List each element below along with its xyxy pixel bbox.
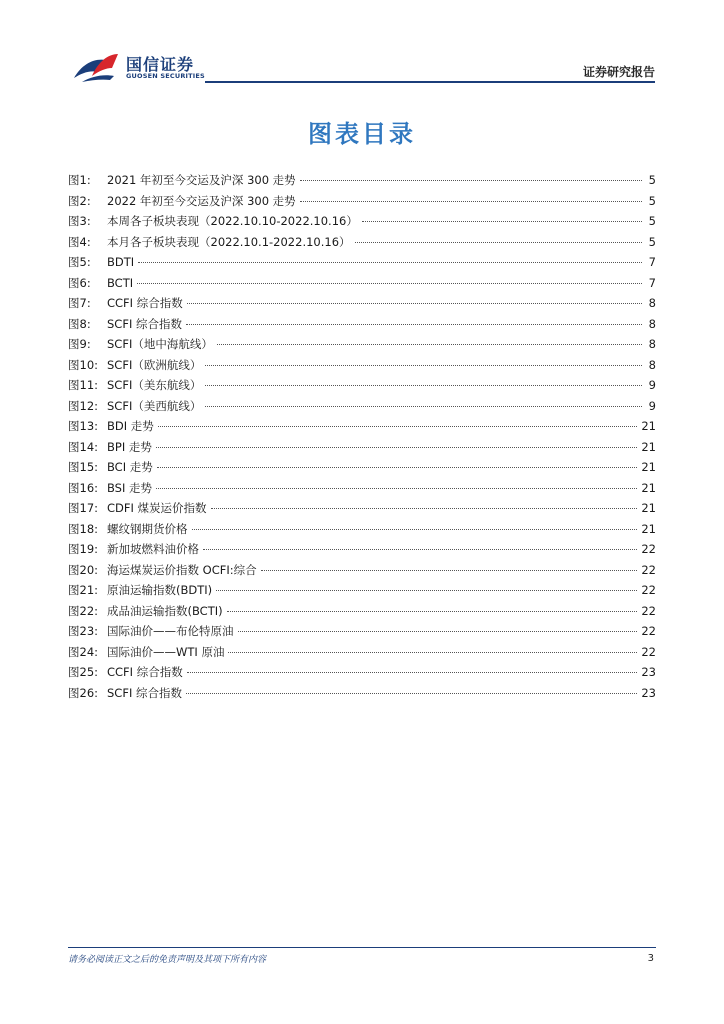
toc-entry-label: 图1: <box>68 173 91 187</box>
toc-entry-title[interactable]: 本月各子板块表现（2022.10.1-2022.10.16） <box>107 234 351 249</box>
toc-leader-dots <box>300 180 642 181</box>
toc-leader-dots <box>186 324 642 325</box>
toc-entry-page: 8 <box>648 316 656 331</box>
toc-entry-page: 5 <box>648 214 656 228</box>
toc-entry-label: 图19: <box>68 542 99 556</box>
toc-entry-title[interactable]: 国际油价——布伦特原油 <box>107 624 234 638</box>
toc-entry-page: 8 <box>648 357 656 372</box>
toc-entry-title[interactable]: 本周各子板块表现（2022.10.10-2022.10.16） <box>107 214 358 228</box>
page-number: 3 <box>647 953 654 964</box>
toc-entry[interactable] <box>68 170 656 191</box>
toc-entry-page: 22 <box>641 603 656 618</box>
toc-entry[interactable] <box>68 314 656 335</box>
toc-entry-title[interactable]: SCFI 综合指数 <box>107 316 182 331</box>
toc-leader-dots <box>158 426 638 427</box>
toc-entry[interactable] <box>68 478 656 499</box>
toc-entry-page: 22 <box>641 583 656 597</box>
toc-entry-page: 9 <box>648 398 656 413</box>
toc-entry[interactable] <box>68 396 656 417</box>
toc-entry-page: 5 <box>648 173 656 187</box>
toc-entry-label: 图20: <box>68 562 99 577</box>
company-name-en: GUOSEN SECURITIES <box>126 72 205 80</box>
toc-entry-label: 图22: <box>68 603 99 618</box>
toc-entry-label: 图14: <box>68 439 99 454</box>
toc-entry-title[interactable]: CCFI 综合指数 <box>107 665 183 679</box>
toc-entry[interactable] <box>68 252 656 273</box>
toc-entry-title[interactable]: 2022 年初至今交运及沪深 300 走势 <box>107 193 296 208</box>
toc-entry-page: 9 <box>648 378 656 392</box>
toc-entry[interactable] <box>68 498 656 519</box>
toc-entry-page: 7 <box>648 255 656 269</box>
toc-entry[interactable] <box>68 580 656 601</box>
toc-entry[interactable] <box>68 539 656 560</box>
toc-entry-title[interactable]: CDFI 煤炭运价指数 <box>107 501 207 515</box>
guosen-logo-icon <box>72 50 120 84</box>
toc-entry-label: 图21: <box>68 583 99 597</box>
toc-entry-title[interactable]: SCFI（欧洲航线） <box>107 357 202 372</box>
toc-leader-dots <box>186 693 637 694</box>
toc-entry[interactable] <box>68 211 656 232</box>
toc-entry-page: 23 <box>641 685 656 700</box>
toc-entry-title[interactable]: SCFI 综合指数 <box>107 685 182 700</box>
toc-entry[interactable] <box>68 662 656 683</box>
toc-entry-title[interactable]: BCTI <box>107 275 134 290</box>
toc-entry-title[interactable]: BSI 走势 <box>107 480 153 495</box>
toc-entry-page: 22 <box>641 542 656 556</box>
toc-entry-page: 21 <box>641 439 656 454</box>
toc-entry-page: 22 <box>641 644 656 659</box>
toc-entry-label: 图12: <box>68 398 99 413</box>
toc-entry-title[interactable]: SCFI（美西航线） <box>107 398 202 413</box>
toc-entry[interactable] <box>68 457 656 478</box>
toc-entry[interactable] <box>68 375 656 396</box>
toc-entry[interactable] <box>68 601 656 622</box>
toc-entry-title[interactable]: 新加坡燃料油价格 <box>107 542 199 556</box>
toc-entry-label: 图26: <box>68 685 99 700</box>
toc-entry-page: 21 <box>641 480 656 495</box>
toc-entry[interactable] <box>68 642 656 663</box>
toc-leader-dots <box>228 652 637 653</box>
toc-entry-title[interactable]: CCFI 综合指数 <box>107 296 183 310</box>
toc-entry-title[interactable]: 原油运输指数(BDTI) <box>107 583 213 597</box>
toc-entry-label: 图18: <box>68 521 99 536</box>
toc-entry-title[interactable]: 国际油价——WTI 原油 <box>107 644 225 659</box>
table-of-figures <box>68 170 656 703</box>
toc-leader-dots <box>300 201 642 202</box>
toc-entry-page: 23 <box>641 665 656 679</box>
header-divider <box>205 81 655 83</box>
toc-entry-label: 图23: <box>68 624 99 638</box>
footer-divider <box>68 947 656 948</box>
toc-entry-label: 图6: <box>68 275 91 290</box>
toc-leader-dots <box>205 365 642 366</box>
toc-leader-dots <box>187 672 638 673</box>
toc-entry-label: 图24: <box>68 644 99 659</box>
toc-leader-dots <box>156 488 637 489</box>
report-type-label: 证券研究报告 <box>582 65 655 79</box>
toc-entry-page: 8 <box>648 296 656 310</box>
toc-entry-label: 图3: <box>68 214 91 228</box>
toc-entry-label: 图4: <box>68 234 91 249</box>
toc-leader-dots <box>205 406 642 407</box>
toc-entry-title[interactable]: 成品油运输指数(BCTI) <box>107 603 223 618</box>
toc-entry[interactable] <box>68 416 656 437</box>
toc-entry[interactable] <box>68 334 656 355</box>
toc-leader-dots <box>227 611 638 612</box>
toc-leader-dots <box>192 529 638 530</box>
toc-entry-page: 21 <box>641 419 656 433</box>
toc-entry-title[interactable]: 螺纹钢期货价格 <box>107 521 188 536</box>
page-header <box>0 0 724 90</box>
toc-entry-label: 图11: <box>68 378 99 392</box>
toc-entry-page: 7 <box>648 275 656 290</box>
toc-entry-label: 图17: <box>68 501 99 515</box>
toc-entry[interactable] <box>68 273 656 294</box>
toc-leader-dots <box>138 262 642 263</box>
toc-entry-label: 图16: <box>68 480 99 495</box>
toc-entry[interactable] <box>68 355 656 376</box>
toc-entry-title[interactable]: 海运煤炭运价指数 OCFI:综合 <box>107 562 257 577</box>
toc-leader-dots <box>238 631 638 632</box>
toc-entry[interactable] <box>68 232 656 253</box>
toc-entry-title[interactable]: BCI 走势 <box>107 460 153 474</box>
toc-leader-dots <box>261 570 638 571</box>
toc-entry-page: 8 <box>648 337 656 351</box>
toc-entry-page: 21 <box>641 460 656 474</box>
toc-leader-dots <box>217 344 642 345</box>
toc-entry-title[interactable]: BDI 走势 <box>107 419 154 433</box>
disclaimer-text: 请务必阅读正文之后的免责声明及其项下所有内容 <box>68 955 267 965</box>
toc-entry-label: 图2: <box>68 193 91 208</box>
toc-entry-title[interactable]: 2021 年初至今交运及沪深 300 走势 <box>107 173 296 187</box>
toc-entry[interactable] <box>68 621 656 642</box>
toc-entry-label: 图7: <box>68 296 91 310</box>
toc-entry-label: 图8: <box>68 316 91 331</box>
toc-leader-dots <box>157 467 638 468</box>
toc-entry-label: 图13: <box>68 419 99 433</box>
toc-entry-label: 图15: <box>68 460 99 474</box>
toc-entry-title[interactable]: BDTI <box>107 255 135 269</box>
toc-entry[interactable] <box>68 683 656 704</box>
toc-entry-label: 图9: <box>68 337 91 351</box>
toc-entry-label: 图10: <box>68 357 99 372</box>
toc-entry-title[interactable]: SCFI（地中海航线） <box>107 337 213 351</box>
toc-leader-dots <box>362 221 642 222</box>
toc-entry-label: 图25: <box>68 665 99 679</box>
toc-entry-label: 图5: <box>68 255 91 269</box>
toc-entry-page: 22 <box>641 562 656 577</box>
toc-entry-page: 21 <box>641 501 656 515</box>
toc-leader-dots <box>187 303 642 304</box>
toc-leader-dots <box>211 508 638 509</box>
toc-entry-title[interactable]: SCFI（美东航线） <box>107 378 202 392</box>
toc-entry[interactable] <box>68 293 656 314</box>
page-title: 图表目录 <box>308 120 416 148</box>
toc-entry-page: 5 <box>648 234 656 249</box>
toc-entry-title[interactable]: BPI 走势 <box>107 439 152 454</box>
toc-entry[interactable] <box>68 519 656 540</box>
toc-leader-dots <box>355 242 642 243</box>
toc-entry[interactable] <box>68 437 656 458</box>
toc-leader-dots <box>156 447 637 448</box>
toc-entry[interactable] <box>68 191 656 212</box>
toc-entry[interactable] <box>68 560 656 581</box>
company-name-cn: 国信证券 <box>126 55 195 74</box>
toc-leader-dots <box>203 549 637 550</box>
toc-leader-dots <box>216 590 637 591</box>
toc-entry-page: 21 <box>641 521 656 536</box>
toc-leader-dots <box>205 385 642 386</box>
toc-entry-page: 22 <box>641 624 656 638</box>
toc-entry-page: 5 <box>648 193 656 208</box>
toc-leader-dots <box>137 283 642 284</box>
